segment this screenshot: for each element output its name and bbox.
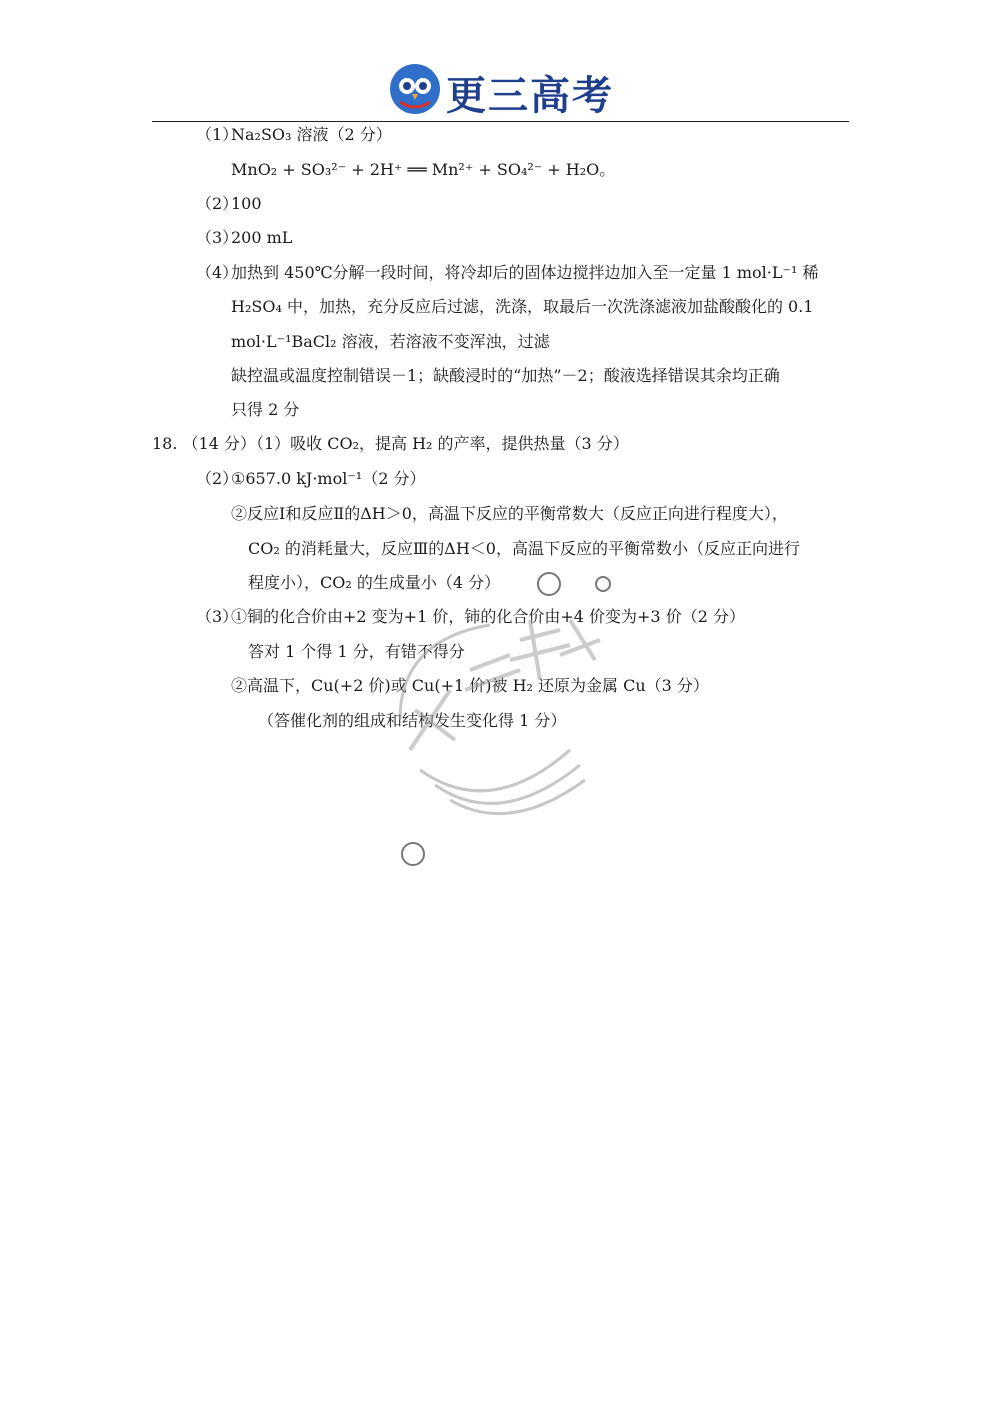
q17-part3-label: （3） (196, 228, 239, 247)
q17-part2-label: （2） (196, 194, 239, 213)
q18-part3-label: （3） (196, 607, 239, 626)
q17-part2-text: 100 (231, 194, 262, 213)
q17-part1-label: （1） (196, 125, 239, 144)
q18-part2-b1: ②反应Ⅰ和反应Ⅱ的ΔH＞0，高温下反应的平衡常数大（反应正向进行程度大）， (231, 504, 788, 523)
page-header (0, 58, 1000, 120)
q17-part4-line5: 只得 2 分 (231, 400, 300, 419)
header-rule (152, 121, 849, 122)
q17-part4-line1: 加热到 450℃分解一段时间，将冷却后的固体边搅拌边加入至一定量 1 mol·L⁻¹ 稀 (231, 263, 819, 282)
q18-part2-label: （2） (196, 469, 239, 488)
q18-line1: 18. （14 分）（1）吸收 CO₂，提高 H₂ 的产率，提供热量（3 分） (152, 434, 629, 453)
brand-logo (388, 62, 628, 118)
q17-part4-line4: 缺控温或温度控制错误－1；缺酸浸时的“加热”－2；酸液选择错误其余均正确 (231, 366, 780, 385)
mark-circle-large (537, 572, 561, 596)
q18-part2-b2: CO₂ 的消耗量大，反应Ⅲ的ΔH＜0，高温下反应的平衡常数小（反应正向进行 (248, 539, 800, 558)
q18-part3-a: ①铜的化合价由+2 变为+1 价，铈的化合价由+4 价变为+3 价（2 分） (231, 607, 745, 626)
mark-circle-small (595, 576, 611, 592)
brand-name: 更三高考 (446, 73, 614, 119)
owl-logo-icon (388, 62, 442, 116)
q17-part4-label: （4） (196, 263, 239, 282)
q17-part4-line2: H₂SO₄ 中，加热，充分反应后过滤，洗涤，取最后一次洗涤滤液加盐酸酸化的 0.1 (231, 297, 814, 316)
q17-part1-equation: MnO₂ + SO₃²⁻ + 2H⁺ ══ Mn²⁺ + SO₄²⁻ + H₂O。 (231, 160, 616, 179)
q17-part4-line3: mol·L⁻¹BaCl₂ 溶液，若溶液不变浑浊，过滤 (231, 332, 550, 351)
q18-part2-a: ①657.0 kJ·mol⁻¹（2 分） (231, 469, 426, 488)
q18-part3-b: ②高温下，Cu(+2 价)或 Cu(+1 价)被 H₂ 还原为金属 Cu（3 分） (231, 676, 709, 695)
q17-part1-text: Na₂SO₃ 溶液（2 分） (231, 125, 392, 144)
q18-part3-b2: （答催化剂的组成和结构发生变化得 1 分） (258, 711, 567, 730)
q17-part3-text: 200 mL (231, 228, 293, 247)
q18-part3-a2: 答对 1 个得 1 分，有错不得分 (248, 642, 465, 661)
q18-part2-b3: 程度小），CO₂ 的生成量小（4 分） (248, 573, 501, 592)
mark-circle-bottom (401, 842, 425, 866)
